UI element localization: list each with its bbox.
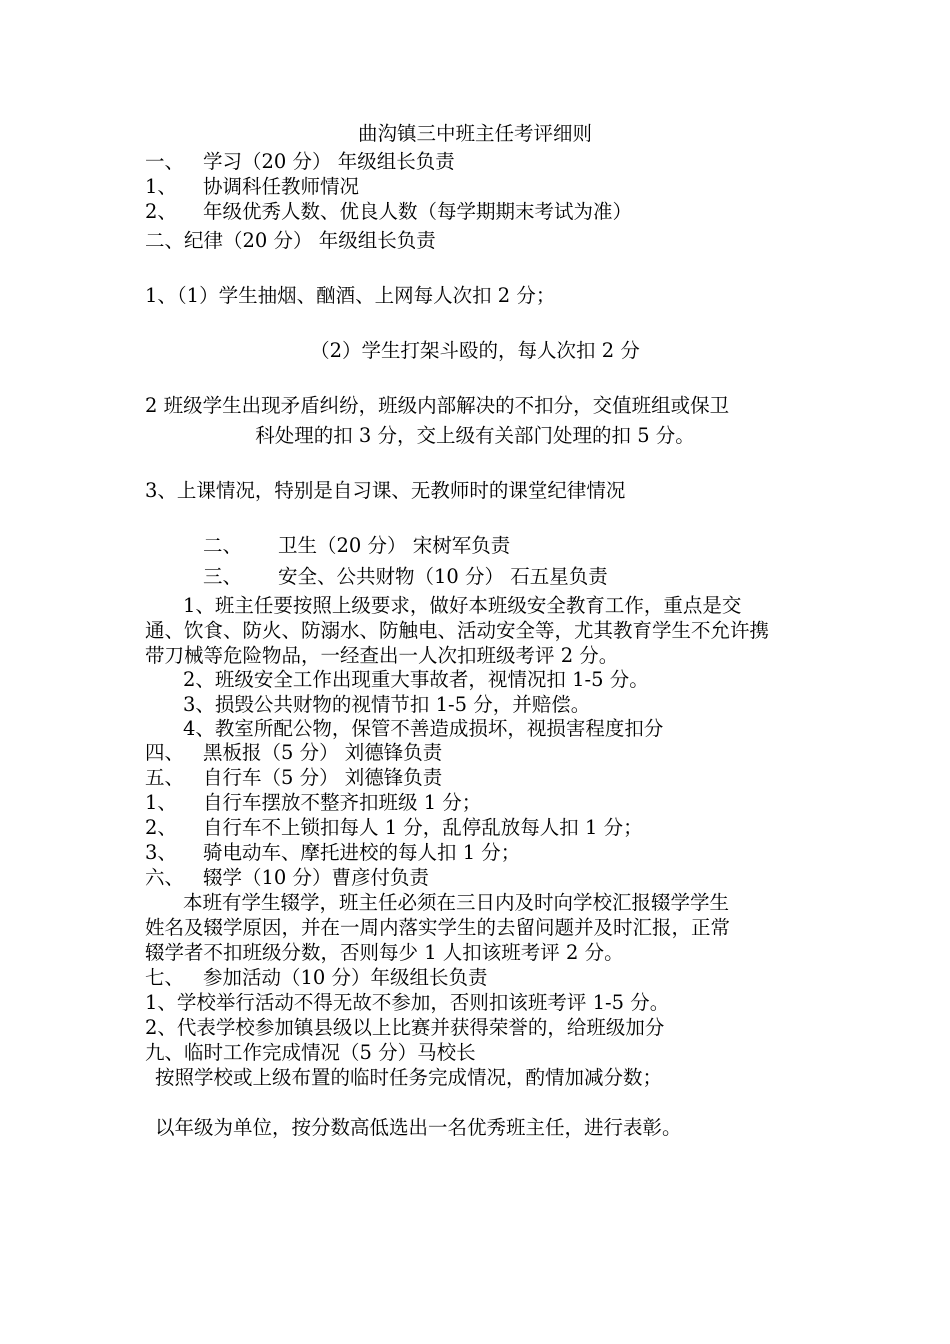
section-8-item-2: 2、代表学校参加镇县级以上比赛并获得荣誉的，给班级加分 <box>145 1016 665 1039</box>
closing-statement: 以年级为单位，按分数高低选出一名优秀班主任，进行表彰。 <box>155 1116 682 1139</box>
document-title: 曲沟镇三中班主任考评细则 <box>357 122 592 145</box>
section-8-heading: 参加活动（10 分）年级组长负责 <box>203 966 488 989</box>
section-6-item-1: 自行车摆放不整齐扣班级 1 分； <box>203 791 482 814</box>
section-6-item-2-number: 2、 <box>145 816 177 839</box>
section-6-item-3-number: 3、 <box>145 841 177 864</box>
section-7-heading: 辍学（10 分）曹彦付负责 <box>203 866 430 889</box>
section-4-item-3: 3、损毁公共财物的视情节扣 1-5 分，并赔偿。 <box>183 693 591 716</box>
section-6-item-2: 自行车不上锁扣每人 1 分，乱停乱放每人扣 1 分； <box>203 816 643 839</box>
section-2-item-1b: （2）学生打架斗殴的，每人次扣 2 分 <box>310 339 640 362</box>
section-5-number: 四、 <box>145 741 185 764</box>
section-2-item-3: 3、上课情况，特别是自习课、无教师时的课堂纪律情况 <box>145 479 626 502</box>
section-2-heading: 二、纪律（20 分） 年级组长负责 <box>145 229 436 252</box>
section-4-heading: 安全、公共财物（10 分） 石五星负责 <box>278 565 608 588</box>
section-7-line-3: 辍学者不扣班级分数，否则每少 1 人扣该班考评 2 分。 <box>145 941 624 964</box>
section-6-item-1-number: 1、 <box>145 791 177 814</box>
section-6-number: 五、 <box>145 766 185 789</box>
section-6-item-3: 骑电动车、摩托进校的每人扣 1 分； <box>203 841 521 864</box>
section-8-number: 七、 <box>145 966 185 989</box>
section-1-heading: 学习（20 分） 年级组长负责 <box>203 150 455 173</box>
section-2-item-1: 1、（1）学生抽烟、酗酒、上网每人次扣 2 分； <box>145 284 556 307</box>
section-2-item-2-line-1: 2 班级学生出现矛盾纠纷，班级内部解决的不扣分，交值班组或保卫 <box>145 394 730 417</box>
section-7-number: 六、 <box>145 866 185 889</box>
section-4-number: 三、 <box>203 565 243 588</box>
section-1-item-1-number: 1、 <box>145 175 177 198</box>
section-4-item-2: 2、班级安全工作出现重大事故者，视情况扣 1-5 分。 <box>183 668 649 691</box>
section-9-text: 按照学校或上级布置的临时任务完成情况，酌情加减分数； <box>155 1066 663 1089</box>
section-4-item-1-line-2: 通、饮食、防火、防溺水、防触电、活动安全等，尤其教育学生不允许携 <box>145 619 770 642</box>
section-1-item-2-number: 2、 <box>145 200 177 223</box>
section-3-heading: 卫生（20 分） 宋树军负责 <box>278 534 511 557</box>
section-5-heading: 黑板报（5 分） 刘德锋负责 <box>203 741 443 764</box>
section-3-number: 二、 <box>203 534 243 557</box>
section-7-line-2: 姓名及辍学原因，并在一周内落实学生的去留问题并及时汇报，正常 <box>145 916 731 939</box>
section-8-item-1: 1、学校举行活动不得无故不参加，否则扣该班考评 1-5 分。 <box>145 991 670 1014</box>
section-1-number: 一、 <box>145 150 185 173</box>
section-6-heading: 自行车（5 分） 刘德锋负责 <box>203 766 443 789</box>
section-2-item-2-line-2: 科处理的扣 3 分，交上级有关部门处理的扣 5 分。 <box>255 424 695 447</box>
section-4-item-1-line-1: 1、班主任要按照上级要求，做好本班级安全教育工作，重点是交 <box>183 594 742 617</box>
section-4-item-4: 4、教室所配公物，保管不善造成损坏，视损害程度扣分 <box>183 717 664 740</box>
section-1-item-1: 协调科任教师情况 <box>203 175 360 198</box>
section-1-item-2: 年级优秀人数、优良人数（每学期期末考试为准） <box>203 200 633 223</box>
section-4-item-1-line-3: 带刀械等危险物品，一经查出一人次扣班级考评 2 分。 <box>145 644 619 667</box>
section-9-heading: 九、临时工作完成情况（5 分）马校长 <box>145 1041 476 1064</box>
section-7-line-1: 本班有学生辍学，班主任必须在三日内及时向学校汇报辍学学生 <box>183 891 730 914</box>
